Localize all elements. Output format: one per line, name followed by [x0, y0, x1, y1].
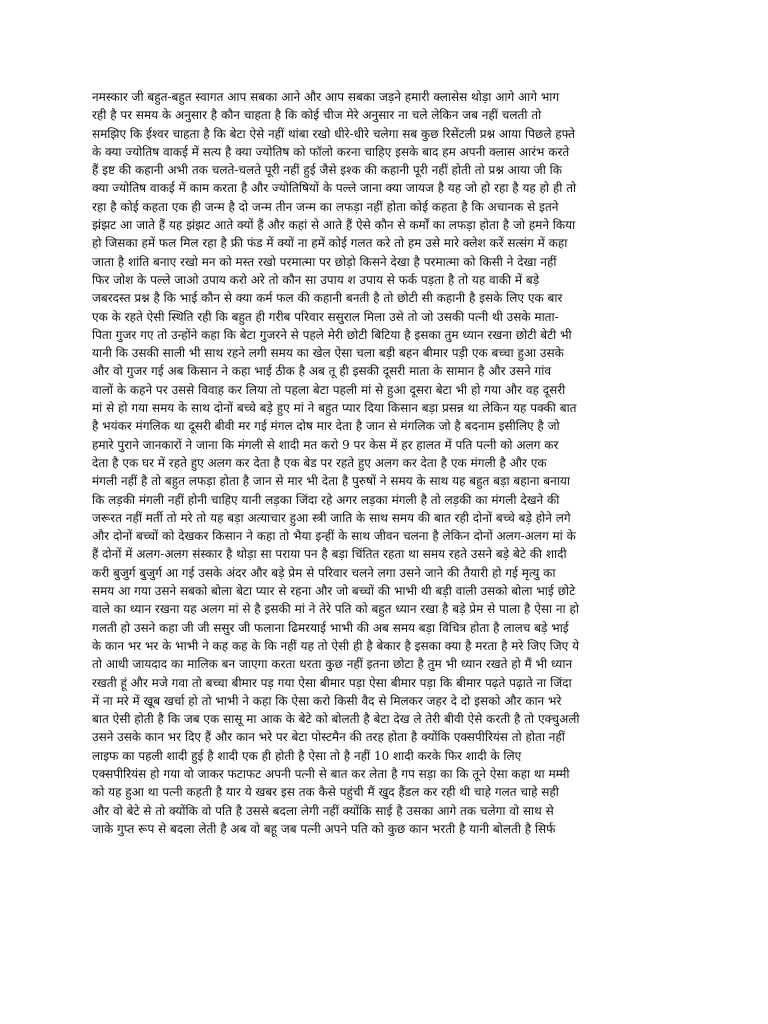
text-line: है भयंकर मंगलिक था दूसरी बीवी मर गई मंगल दोष मार देता है जान से मंगलिक जो है बदनाम इसीलिए है जो	[92, 419, 560, 434]
text-line: एक्सपीरियंस हो गया वो जाकर फटाफट अपनी पत्नी से बात कर लेता है गप सड़ा का कि तूने ऐसा कहा था मम्मी	[92, 766, 570, 781]
text-line: जरूरत नहीं मर्ती तो मरे तो यह बड़ा अत्याचार हुआ स्त्री जाति के साथ समय की बात रही दोनों बच्चे बड़े होने लगे	[92, 510, 571, 525]
text-line: हैं इष्ट की कहानी अभी तक चलते-चलते पूरी नहीं हुई जैसे इश्क की कहानी पूरी नहीं होती तो प्रश्न आया जी कि	[92, 163, 562, 178]
text-line: कि लड़की मंगली नहीं होनी चाहिए यानी लड़का जिंदा रहे अगर लड़का मंगली है तो लड़की का मंगली देखने की	[92, 492, 560, 507]
text-line: रहा है कोई कहता एक ही जन्म है दो जन्म तीन जन्म का लफड़ा नहीं होता कोई कहता है कि अचानक से इतने	[92, 199, 559, 214]
text-line: वाले का ध्यान रखना यह अलग मां से है इसकी मां ने तेरे पति को बहुत ध्यान रखा है बड़े प्रेम से पाला है ऐसा ना हो	[92, 602, 579, 617]
text-line: देता है एक घर में रहते हुए अलग कर देता है एक बेड पर रहते हुए अलग कर देता है एक मंगली है और एक	[92, 455, 547, 470]
text-line: करी बुजुर्ग बुजुर्ग आ गई उसके अंदर और बड़े प्रेम से परिवार चलने लगा उसने जाने की तैयारी हो गई मृत्यु का	[92, 565, 556, 580]
text-line: पिता गुजर गए तो उन्होंने कहा कि बेटा गुजरने से पहले मेरी छोटी बिटिया है इसका तुम ध्यान रखना छोटी बेटी भी	[92, 327, 572, 342]
text-line: रही है पर समय के अनुसार है कौन चाहता है कि कोई चीज मेरे अनुसार ना चले लेकिन जब नहीं चलती तो	[92, 108, 542, 123]
text-line: जाके गुप्त रूप से बदला लेती है अब वो बहू जब पत्नी अपने पति को कुछ कान भरती है यानी बोलती है सिर्फ	[92, 821, 556, 836]
text-line: हमारे पुराने जानकारों ने जाना कि मंगली से शादी मत करो 9 पर केस में हर हालत में पति पत्नी को अलग कर	[92, 437, 559, 452]
text-line: तो आधी जायदाद का मालिक बन जाएगा करता धरता कुछ नहीं इतना छोटा है तुम भी ध्यान रखते हो मैं भी ध्यान	[92, 657, 573, 672]
text-line: झंझट आ जाते हैं यह झंझट आते क्यों हैं और कहां से आते हैं ऐसे कौन से कर्मों का लफड़ा होता है जो हमने किया	[92, 218, 576, 233]
text-line: को यह हुआ था पत्नी कहती है यार ये खबर इस तक कैसे पहुंची मैं खुद हैंडल कर रही थी चाहे गलत चाहे सही	[92, 785, 559, 800]
text-line: जबरदस्त प्रश्न है कि भाई कौन से क्या कर्म फल की कहानी बनती है तो छोटी सी कहानी है इसके लिए एक बार	[92, 291, 563, 306]
text-line: गलती हो उसने कहा जी जी ससुर जी फलाना ढिमरयाई भाभी की अब समय बड़ा विचित्र होता है लालच बड़े भाई	[92, 620, 569, 635]
text-line: नमस्कार जी बहुत-बहुत स्वागत आप सबका आने और आप सबका जड़ने हमारी क्लासेस थोड़ा आगे आगे भाग	[92, 90, 560, 104]
text-line: हो जिसका हमें फल मिल रहा है फ्री फंड में क्यों ना हमें कोई गलत करे तो हम उसे मारे क्लेश करें सत्संग में कहा	[92, 236, 568, 251]
text-line: और दोनों बच्चों को देखकर किसान ने कहा तो भैया इन्हीं के साथ जीवन चलना है लेकिन दोनों अलग-अलग मां के	[92, 529, 576, 544]
document-page	[92, 88, 676, 838]
text-line: बात ऐसी होती है कि जब एक सासू मा आक के बेटे को बोलती है बेटा देख ले तेरी बीवी ऐसे करती है तो एक्चुअली	[92, 712, 580, 727]
text-line: वालों के कहने पर उससे विवाह कर लिया तो पहला बेटा पहली मां से हुआ दूसरा बेटा भी हो गया और वह दूसरी	[92, 382, 566, 397]
text-line: हैं दोनों में अलग-अलग संस्कार है थोड़ा सा पराया पन है बड़ा चिंतित रहता था समय रहते उसने बड़े बेटे की शादी	[92, 547, 567, 562]
text-line: समय आ गया उसने सबको बोला बेटा प्यार से रहना और जो बच्चों की भाभी थी बड़ी वाली उसको बोला भाई छोटे	[92, 584, 576, 599]
text-line: फिर जोश के पल्ले जाओ उपाय करो अरे तो कौन सा उपाय श उपाय से फर्क पड़ता है तो यह वाकी में बड़े	[92, 272, 540, 287]
text-line: के कान भर भर के भाभी ने कह कह के कि नहीं यह तो ऐसी ही है बेकार है इसका क्या है मरता है मरे जिए जिए ये	[92, 638, 580, 653]
text-line: में ना मरे में खूब खर्चा हो तो भाभी ने कहा कि ऐसा करो किसी वैद से मिलकर जहर दे दो इसको और कान भरे	[92, 693, 562, 708]
text-line: मंगली नहीं है तो बहुत लफड़ा होता है जान से मार भी देता है पुरुषों ने समय के साथ यह बहुत बड़ा बहाना बनाया	[92, 474, 570, 489]
body-text	[92, 88, 676, 838]
text-line: रखती हूं और मजे गवा तो बच्चा बीमार पड़ गया ऐसा बीमार पड़ा ऐसा बीमार पड़ा कि बीमार पढ़ते पढ़ाते ना जिंदा	[92, 675, 572, 690]
text-line: जाता है शांति बनाए रखो मन को मस्त रखो परमात्मा पर छोड़ो किसने देखा है परमात्मा को किसी ने देखा नहीं	[92, 254, 557, 269]
text-line: मां से हो गया समय के साथ दोनों बच्चे बड़े हुए मां ने बहुत प्यार दिया किसान बड़ा प्रसन्न था लेकिन यह पक्की बात	[92, 401, 577, 416]
text-line: और वो बेटे से तो क्योंकि वो पति है उससे बदला लेगी नहीं क्योंकि साई है उसका आगे तक चलेगा वो साथ से	[92, 803, 554, 818]
text-line: यानी कि उसकी साली भी साथ रहने लगी समय का खेल ऐसा चला बड़ी बहन बीमार पड़ी एक बच्चा हुआ उसके	[92, 346, 564, 361]
text-line: एक के रहते ऐसी स्थिति रही कि बहुत ही गरीब परिवार ससुराल मिला उसे तो जो उसकी पत्नी थी उसके माता-	[92, 309, 559, 324]
text-line: उसने उसके कान भर दिए हैं और कान भरे पर बेटा पोस्टमैन की तरह होता है क्योंकि एक्सपीरियंस तो होता नहीं	[92, 730, 565, 745]
text-line: और वो गुजर गई अब किसान ने कहा भाई ठीक है अब तू ही इसकी दूसरी माता के सामान है और उसने गांव	[92, 364, 552, 379]
text-line: समझिए कि ईश्वर चाहता है कि बेटा ऐसे नहीं थांबा रखो धीरे-धीरे चलेगा सब कुछ रिसेंटली प्रश्न आया पिछले हफ्ते	[92, 126, 575, 141]
text-line: के क्या ज्योतिष वाकई में सत्य है क्या ज्योतिष को फॉलो करना चाहिए इसके बाद हम अपनी क्लास आरंभ करते	[92, 144, 570, 159]
text-line: क्या ज्योतिष वाकई में काम करता है और ज्योतिषियों के पल्ले जाना क्या जायज है यह जो हो रहा है यह हो ही तो	[92, 181, 577, 196]
text-line: लाइफ का पहली शादी हुई है शादी एक ही होती है ऐसा तो है नहीं 10 शादी करके फिर शादी के लिए	[92, 748, 522, 763]
